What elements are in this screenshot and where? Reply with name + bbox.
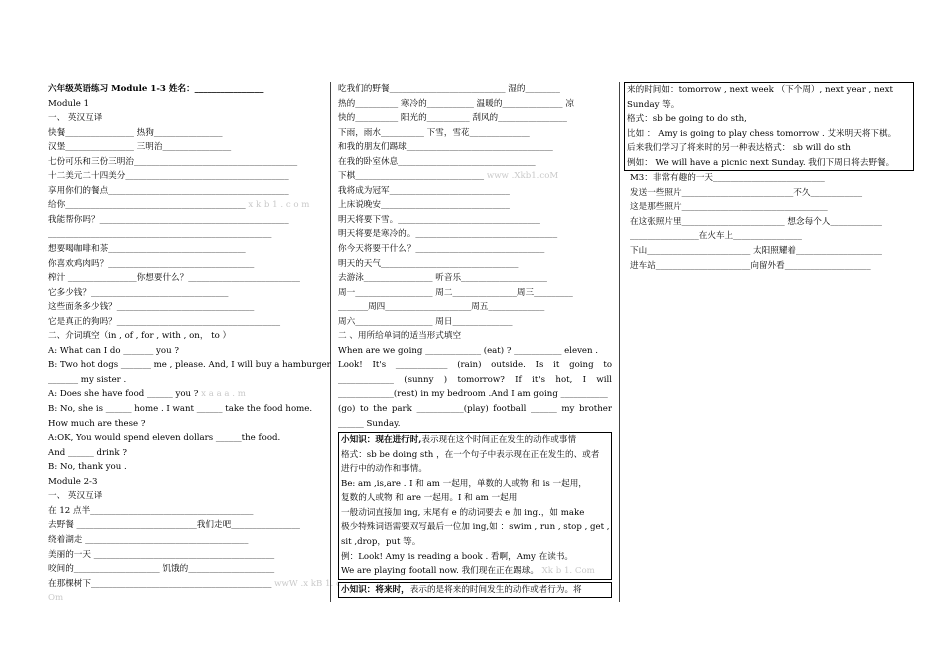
future-tense-note xyxy=(338,582,612,599)
watermark: x k b 1 . c o m xyxy=(245,200,310,211)
note-line: 小知识：将来时，表示的是将来的时间发生的动作或者行为。将 xyxy=(341,584,582,595)
worksheet-line: (go) to the park ___________(play) football ______ my brother xyxy=(338,404,612,415)
worksheet-line: A: What can I do _______ you ? xyxy=(48,345,179,356)
worksheet-line: 在 12 点半______________________________________ xyxy=(48,505,254,516)
worksheet-line: 去野餐 ____________________________我们走吧________________ xyxy=(48,520,300,531)
worksheet-line: 汉堡________________ 三明治________________ xyxy=(48,142,232,153)
note-line: sit ,drop，put 等。 xyxy=(341,536,421,547)
worksheet-line: _______周四____________________周五_____________ xyxy=(338,302,545,313)
worksheet-line: A:OK, You would spend eleven dollars ______the food. xyxy=(48,433,281,444)
worksheet-line: 我能帮你吗？____________________________________________ xyxy=(48,214,289,225)
worksheet-line: 发送一些照片__________________________不久____________ xyxy=(630,187,863,198)
worksheet-line: 美丽的一天 __________________________________________ xyxy=(48,549,275,560)
worksheet-line: 我将成为冠军____________________________ xyxy=(338,185,510,196)
note-line: 复数的人或物 和 are 一起用。I 和 am 一起用 xyxy=(341,493,518,504)
worksheet-line: 在那棵树下__________________________________________ wwW .x kB 1. c xyxy=(48,578,341,589)
worksheet-line: B: No, she is ______ home . I want ______ take the food home. xyxy=(48,404,313,415)
note-line: 例：Look! Amy is reading a book . 看啊，Amy 在读书。 xyxy=(341,551,574,562)
worksheet-line: And ______ drink ? xyxy=(48,447,127,458)
worksheet-line: _____________ (sunny ) tomorrow? If it's hot, I will xyxy=(338,374,612,385)
column-divider-2 xyxy=(619,82,620,602)
worksheet-line: 想要喝咖啡和茶________________________________ xyxy=(48,244,246,255)
worksheet-line: 明天将要下雪。_________________________________ xyxy=(338,214,540,225)
worksheet-line: 你喜欢鸡肉吗？__________________________________ xyxy=(48,258,255,269)
worksheet-line: 热的__________ 寒冷的___________ 温暖的______________ 凉 xyxy=(338,98,574,109)
worksheet-line: 这是那些照片__________________________________ xyxy=(630,202,828,213)
worksheet-line: 在这张照片里________________________ 想念每个人____________ xyxy=(630,216,882,227)
column-3 xyxy=(624,82,914,273)
worksheet-line: 你今天将要干什么？______________________________ xyxy=(338,244,545,255)
worksheet-line: 去游泳________________ 听音乐____________________ xyxy=(338,273,547,284)
worksheet-line: 享用你们的餐点__________________________________________ xyxy=(48,185,289,196)
worksheet-line: 一、 英汉互译 xyxy=(48,491,103,502)
worksheet-line: _______ my sister . xyxy=(48,374,127,385)
worksheet-line: 周六__________________ 周日______________ xyxy=(338,316,513,327)
worksheet-line: 十二美元二十四美分______________________________________ xyxy=(48,171,289,182)
worksheet-line: Look! It's ____________ (rain) outside. Is it going to xyxy=(338,360,612,371)
worksheet-line: 它多少钱？________________________________ xyxy=(48,287,229,298)
present-continuous-note xyxy=(338,432,612,579)
worksheet-line: B: No, thank you . xyxy=(48,462,127,473)
worksheet-line: 下山________________________ 太阳照耀着____________________ xyxy=(630,246,882,257)
worksheet-line: A: Does she have food ______ you ? x a a a . m xyxy=(48,389,246,400)
note-line: 后来我们学习了将来时的另一种表达格式： sb will do sth xyxy=(627,143,851,154)
column-2 xyxy=(338,82,612,598)
worksheet-line: 二 、用所给单词的适当形式填空 xyxy=(338,331,462,342)
worksheet-line: Module 2-3 xyxy=(48,476,98,487)
note-line: 格式：sb be going to do sth, xyxy=(627,114,747,125)
note-line: 进行中的动作和事情。 xyxy=(341,464,427,475)
note-line: 格式：sb be doing sth ，在一个句子中表示现在正在发生的、或者 xyxy=(341,449,600,460)
future-tense-note-continued xyxy=(624,82,914,171)
worksheet-line: 这些面条多少钱？________________________________ xyxy=(48,302,255,313)
note-line: 比如 ： Amy is going to play chess tomorrow . 艾米明天将下棋。 xyxy=(627,128,897,139)
worksheet-line: 在我的卧室休息________________________________ xyxy=(338,156,536,167)
worksheet-line: ____________________________________________________ xyxy=(48,229,272,240)
worksheet-line: 明天的天气________________________________ xyxy=(338,258,519,269)
worksheet-line: _____________(rest) in my bedroom .And I am going ___________ xyxy=(338,389,608,400)
worksheet-line: 周一__________________ 周二_______________周三_________ xyxy=(338,287,573,298)
watermark: Xk b 1. Com xyxy=(538,566,595,577)
worksheet-line: 快餐________________ 热狗________________ xyxy=(48,127,223,138)
worksheet-line: 吃我们的野餐___________________________ 湿的________ xyxy=(338,84,560,94)
worksheet-line: 二、介词填空（in , of , for , with , on， to ） xyxy=(48,331,232,342)
worksheet-line: ______ Sunday. xyxy=(338,418,401,429)
watermark: www .Xkb1.coM xyxy=(484,171,559,182)
note-line: 极少特殊词语需要双写最后一位加 ing,如 ：swim , run , stop , get , xyxy=(341,522,610,533)
worksheet-line: 咬间的____________________ 饥饿的____________________ xyxy=(48,564,275,575)
watermark: x a a a . m xyxy=(198,389,246,400)
column-divider-1 xyxy=(330,82,331,602)
worksheet-line: 绕着湖走 ______________________________________ xyxy=(48,534,249,545)
module3-translation-list xyxy=(624,171,914,273)
note-line: Be: am ,is,are . I 和 am 一起用，单数的人或物 和 is 一起用， xyxy=(341,478,587,489)
worksheet-line: 快的__________ 阳光的__________ 刮风的________________ xyxy=(338,113,567,124)
worksheet-line: 给你__________________________________________ x k b 1 . c o m xyxy=(48,200,310,211)
worksheet-line: Module 1 xyxy=(48,98,90,109)
worksheet-line: ________________在火车上________________ xyxy=(630,231,802,242)
worksheet-line: 明天将要是寒冷的。_________________________________ xyxy=(338,229,558,240)
note-heading: 小知识：将来时， xyxy=(341,584,410,595)
note-heading: 小知识：现在进行时, xyxy=(341,435,422,446)
worksheet-line: 它是真正的狗吗？______________________________________ xyxy=(48,316,281,327)
worksheet-line: 下棋______________________________ www .Xkb1.coM xyxy=(338,171,559,182)
worksheet-line: When are we going _____________ (eat) ? ___________ eleven . xyxy=(338,345,599,356)
worksheet-line: M3：非常有趣的一天__________________________ xyxy=(630,173,825,184)
worksheet-line: 上床说晚安______________________________ xyxy=(338,200,510,211)
worksheet-line: How much are these ? xyxy=(48,418,146,429)
worksheet-line: 榨汁 ________________你想要什么？__________________________ xyxy=(48,273,300,284)
watermark: wwW .x kB 1. c xyxy=(271,578,341,589)
column-1 xyxy=(48,82,341,606)
note-line: We are playing footall now. 我们现在正在踢球。 Xk b 1. Com xyxy=(341,566,595,577)
worksheet-line: 七份可乐和三份三明治______________________________________ xyxy=(48,156,298,167)
note-line: 来的时间如：tomorrow , next week （下个周）, next year , next Sunday 等。 xyxy=(627,85,893,110)
note-line: 小知识：现在进行时,表示现在这个时间正在发生的动作或事情 xyxy=(341,435,577,446)
worksheet-line: B: Two hot dogs _______ me , please. And, I will buy a hamburger xyxy=(48,360,331,371)
worksheet-line: 一、 英汉互译 xyxy=(48,113,103,124)
worksheet-line: 六年级英语练习 Module 1-3 姓名：________________ xyxy=(48,84,264,94)
worksheet-line: Om xyxy=(48,593,64,604)
worksheet-line: 和我的朋友们踢球__________________________________ xyxy=(338,142,553,153)
worksheet-line: 下雨，雨水__________ 下雪，雪花______________ xyxy=(338,127,530,138)
note-line: 一般动词直接加 ing, 末尾有 e 的动词要去 e 加 ing.，如 make xyxy=(341,507,585,518)
note-line: 例如： We will have a picnic next Sunday. 我们下周日将去野餐。 xyxy=(627,157,895,168)
worksheet-line: 进车站______________________向留外看____________________ xyxy=(630,260,871,271)
